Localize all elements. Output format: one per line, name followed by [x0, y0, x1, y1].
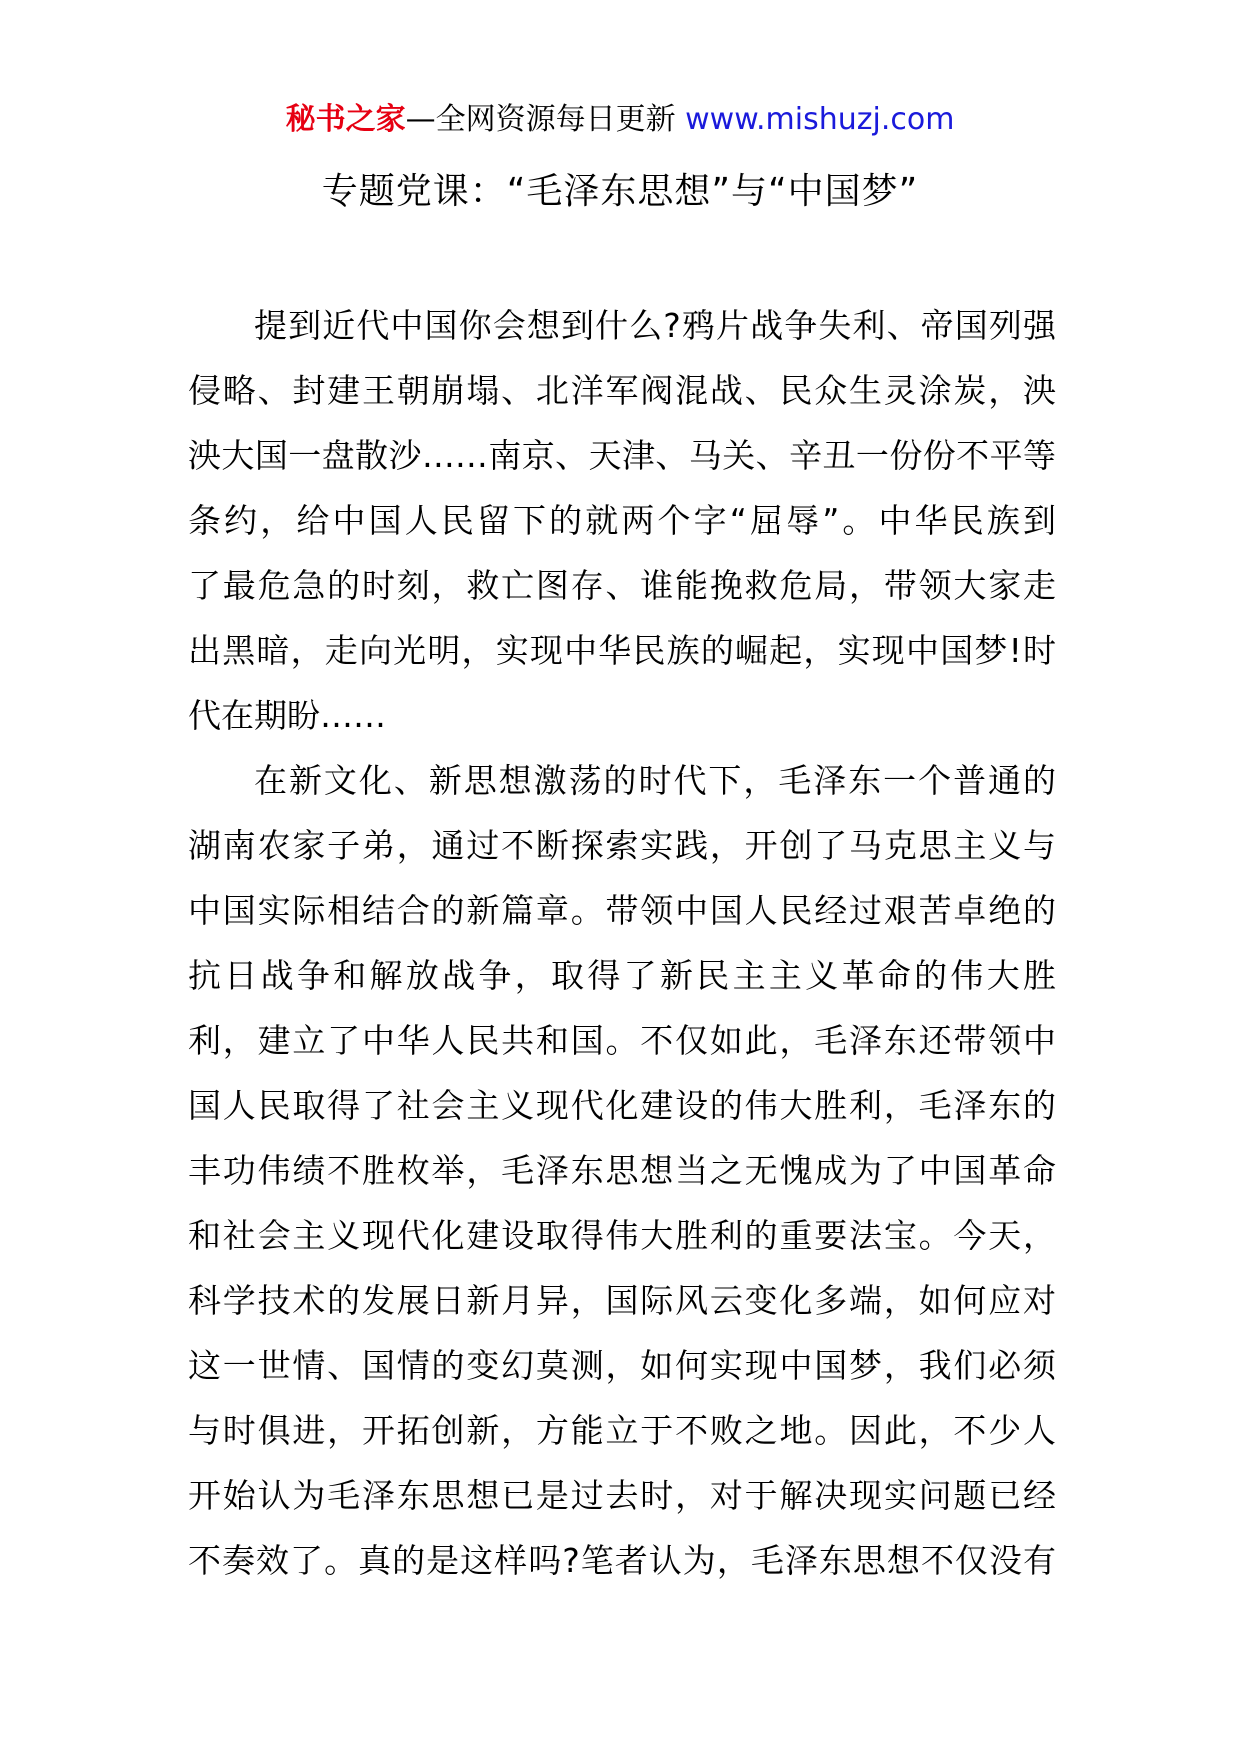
text-line: 抗日战争和解放战争，取得了新民主主义革命的伟大胜: [188, 956, 1056, 995]
text-line: 侵略、封建王朝崩塌、北洋军阀混战、民众生灵涂炭，泱: [188, 371, 1056, 410]
text-line: 国人民取得了社会主义现代化建设的伟大胜利，毛泽东的: [188, 1086, 1056, 1125]
text-line: 代在期盼……: [188, 696, 386, 735]
text-line: 科学技术的发展日新月异，国际风云变化多端，如何应对: [188, 1281, 1056, 1320]
document-body: [188, 293, 1056, 1593]
text-line: 在新文化、新思想激荡的时代下，毛泽东一个普通的: [254, 761, 1056, 800]
text-line: 出黑暗，走向光明，实现中华民族的崛起，实现中国梦!时: [188, 631, 1056, 670]
text-line: 中国实际相结合的新篇章。带领中国人民经过艰苦卓绝的: [188, 891, 1056, 930]
document-title: 专题党课：“毛泽东思想”与“中国梦”: [321, 171, 919, 212]
text-line: 不奏效了。真的是这样吗?笔者认为，毛泽东思想不仅没有: [188, 1541, 1056, 1580]
text-line: 湖南农家子弟，通过不断探索实践，开创了马克思主义与: [188, 826, 1056, 865]
paragraph: [188, 293, 1056, 748]
text-line: 开始认为毛泽东思想已是过去时，对于解决现实问题已经: [188, 1476, 1056, 1515]
text-line: 与时俱进，开拓创新，方能立于不败之地。因此，不少人: [188, 1411, 1056, 1450]
text-line: 条约，给中国人民留下的就两个字“屈辱”。中华民族到: [188, 501, 1056, 540]
text-line: 提到近代中国你会想到什么?鸦片战争失利、帝国列强: [254, 306, 1056, 345]
paragraph: [188, 748, 1056, 1593]
text-line: 泱大国一盘散沙……南京、天津、马关、辛丑一份份不平等: [188, 436, 1056, 475]
text-line: 和社会主义现代化建设取得伟大胜利的重要法宝。今天，: [188, 1216, 1056, 1255]
text-line: 利，建立了中华人民共和国。不仅如此，毛泽东还带领中: [188, 1021, 1056, 1060]
text-line: 丰功伟绩不胜枚举，毛泽东思想当之无愧成为了中国革命: [188, 1151, 1056, 1190]
header-tagline: —全网资源每日更新: [405, 102, 676, 137]
website-link[interactable]: www.mishuzj.com: [685, 102, 955, 137]
page-header: [0, 100, 1240, 140]
text-line: 这一世情、国情的变幻莫测，如何实现中国梦，我们必须: [188, 1346, 1056, 1385]
text-line: 了最危急的时刻，救亡图存、谁能挽救危局，带领大家走: [188, 566, 1056, 605]
brand-name: 秘书之家: [285, 102, 406, 137]
